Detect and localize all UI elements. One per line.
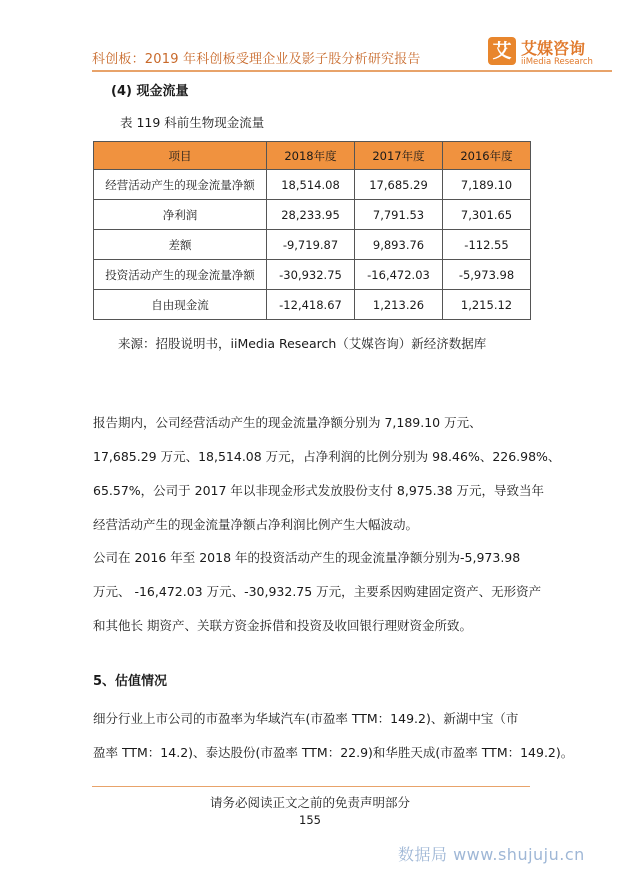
row-label: 投资活动产生的现金流量净额: [94, 260, 267, 290]
iimedia-logo: [488, 36, 612, 70]
table-cell: -9,719.87: [267, 230, 355, 260]
column-header: 2017年度: [355, 142, 443, 170]
table-cell: 28,233.95: [267, 200, 355, 230]
table-header-row: [94, 142, 531, 170]
table-cell: -5,973.98: [443, 260, 531, 290]
table-cell: 1,213.26: [355, 290, 443, 320]
text-line: 和其他长 期资产、关联方资金拆借和投资及收回银行理财资金所致。: [93, 618, 472, 633]
column-header: 项目: [94, 142, 267, 170]
logo-chinese-text: 艾媒咨询: [521, 39, 586, 58]
column-header: 2018年度: [267, 142, 355, 170]
table-cell: 7,301.65: [443, 200, 531, 230]
header-divider: [92, 70, 612, 72]
disclaimer-note: 请务必阅读正文之前的免责声明部分: [209, 795, 410, 810]
table-cell: 17,685.29: [355, 170, 443, 200]
logo-mark-icon: 艾: [488, 37, 516, 65]
table-row: [94, 200, 531, 230]
table-caption: 表 119 科前生物现金流量: [120, 115, 265, 130]
page-number: 155: [299, 813, 321, 827]
row-label: 经营活动产生的现金流量净额: [94, 170, 267, 200]
site-watermark: 数据局 www.shujuju.cn: [398, 845, 585, 864]
table-cell: -16,472.03: [355, 260, 443, 290]
table-cell: 7,189.10: [443, 170, 531, 200]
subsection-heading: (4) 现金流量: [111, 84, 189, 99]
row-label: 自由现金流: [94, 290, 267, 320]
table-row: [94, 290, 531, 320]
text-line: 65.57%，公司于 2017 年以非现金形式发放股份支付 8,975.38 万元，导致当年: [93, 483, 545, 498]
table-cell: 7,791.53: [355, 200, 443, 230]
table-cell: 1,215.12: [443, 290, 531, 320]
column-header: 2016年度: [443, 142, 531, 170]
valuation-paragraph: [93, 702, 574, 770]
text-line: 盈率 TTM：14.2)、泰达股份(市盈率 TTM：22.9)和华胜天成(市盈率 TTM：149.2)。: [93, 745, 574, 760]
footer-divider: [92, 786, 530, 787]
text-line: 细分行业上市公司的市盈率为华域汽车(市盈率 TTM：149.2)、新湖中宝（市: [93, 711, 519, 726]
table-row: [94, 170, 531, 200]
table-cell: 18,514.08: [267, 170, 355, 200]
row-label: 净利润: [94, 200, 267, 230]
table-cell: -30,932.75: [267, 260, 355, 290]
table-source-note: 来源：招股说明书，iiMedia Research（艾媒咨询）新经济数据库: [118, 336, 487, 351]
text-line: 17,685.29 万元、18,514.08 万元，占净利润的比例分别为 98.46%、226.98%、: [93, 449, 561, 464]
table-row: [94, 230, 531, 260]
text-line: 经营活动产生的现金流量净额占净利润比例产生大幅波动。: [93, 517, 419, 532]
text-line: 公司在 2016 年至 2018 年的投资活动产生的现金流量净额分别为-5,973.98: [93, 550, 521, 565]
table-row: [94, 260, 531, 290]
logo-english-text: iiMedia Research: [521, 57, 593, 67]
report-header-title: 科创板：2019 年科创板受理企业及影子股分析研究报告: [92, 52, 421, 67]
table-cell: -12,418.67: [267, 290, 355, 320]
row-label: 差额: [94, 230, 267, 260]
valuation-section-heading: 5、估值情况: [93, 674, 168, 689]
table-cell: 9,893.76: [355, 230, 443, 260]
text-line: 报告期内，公司经营活动产生的现金流量净额分别为 7,189.10 万元、: [93, 415, 482, 430]
investing-cash-flow-paragraph: [93, 541, 542, 643]
text-line: 万元、 -16,472.03 万元、-30,932.75 万元，主要系因购建固定资产、无形资产: [93, 584, 542, 599]
table-cell: -112.55: [443, 230, 531, 260]
operating-cash-flow-paragraph: [93, 406, 561, 542]
cash-flow-table: [93, 141, 531, 320]
